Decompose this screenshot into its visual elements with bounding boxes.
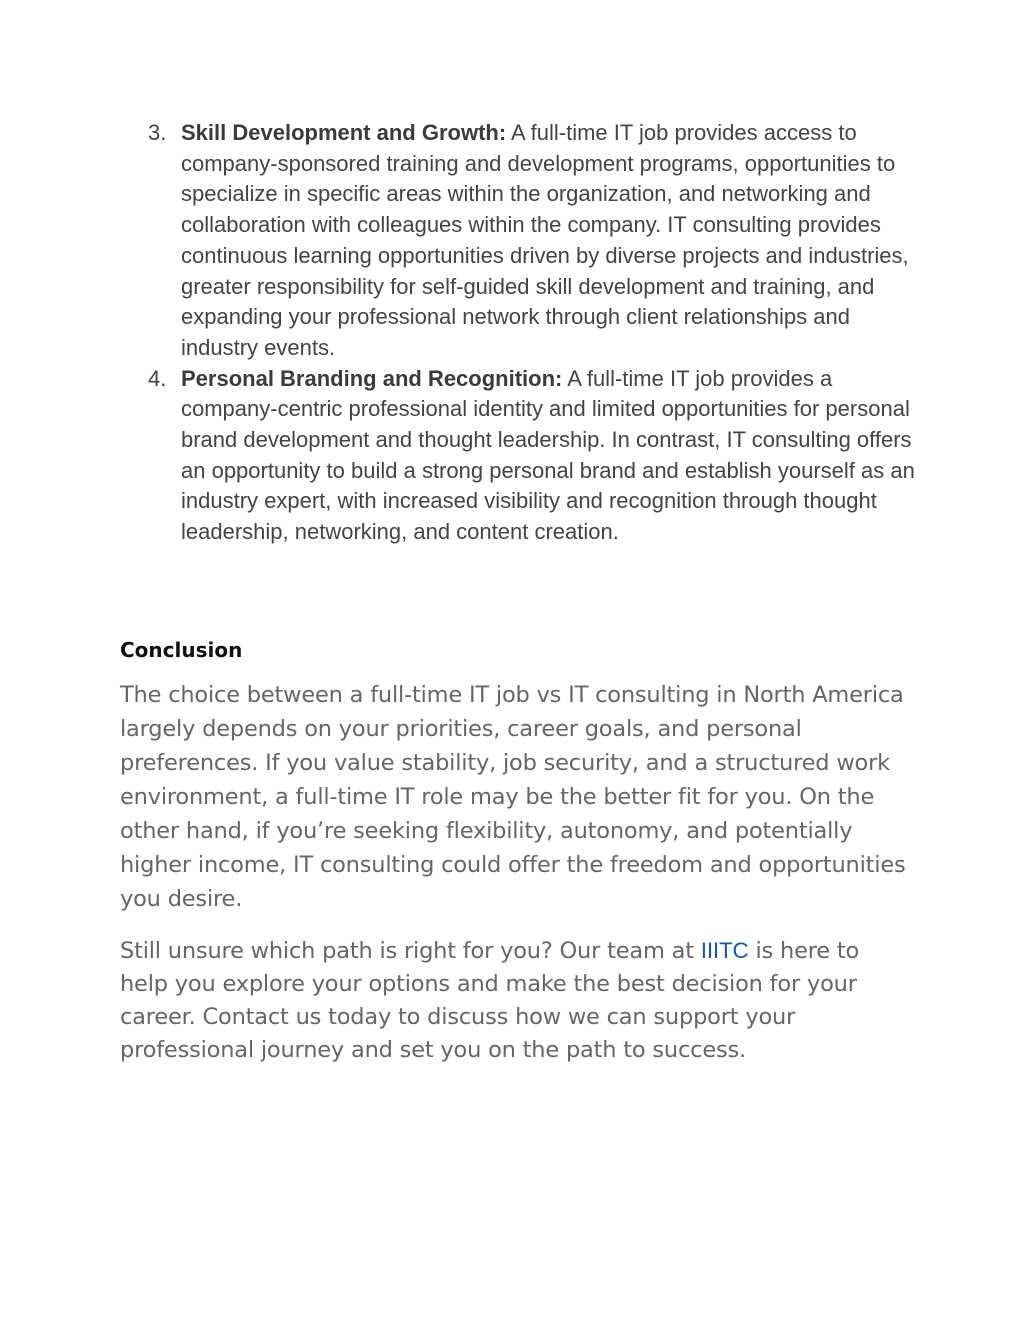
list-item-number: 4. bbox=[148, 365, 167, 391]
conclusion-paragraph-1: The choice between a full-time IT job vs IT consulting in North America largely depends on your priorities, career goals, and personal preferences. If you value stability, job security, and a structured work environment, a full-time IT role may be the better fit for you. On the other hand, if you’re seeking flexibility, autonomy, and potentially higher income, IT consulting could offer the freedom and opportunities you desire. bbox=[120, 682, 906, 912]
list-item-personal-branding bbox=[120, 364, 920, 548]
conclusion-heading: Conclusion bbox=[120, 638, 243, 662]
list-item-text: A full-time IT job provides a company-centric professional identity and limited opportunities for personal brand development and thought leadership. In contrast, IT consulting offers an opportunity to build a strong personal brand and establish yourself as an industry expert, with increased visibility and recognition through thought leadership, networking, and content creation. bbox=[181, 365, 915, 545]
numbered-list bbox=[120, 118, 920, 548]
conclusion-paragraph-2 bbox=[120, 934, 910, 1067]
list-item-title: Skill Development and Growth: bbox=[181, 120, 507, 145]
iiitc-link[interactable]: IIITC bbox=[700, 938, 749, 963]
paragraph-text: is here to help you explore your options and make the best decision for your career. Contact us today to discuss how we can support your professional journey and set you on the path to success. bbox=[120, 938, 860, 1063]
list-item-text: A full-time IT job provides access to company-sponsored training and development programs, opportunities to specialize in specific areas within the organization, and networking and collaboration with colleagues within the company. IT consulting provides continuous learning opportunities driven by diverse projects and industries, greater responsibility for self-guided skill development and training, and expanding your professional network through client relationships and industry events. bbox=[181, 120, 909, 360]
list-item-skill-development bbox=[120, 118, 920, 364]
list-item-title: Personal Branding and Recognition: bbox=[181, 365, 563, 391]
paragraph-text: Still unsure which path is right for you? Our team at bbox=[120, 938, 701, 964]
list-item-number: 3. bbox=[148, 120, 167, 145]
